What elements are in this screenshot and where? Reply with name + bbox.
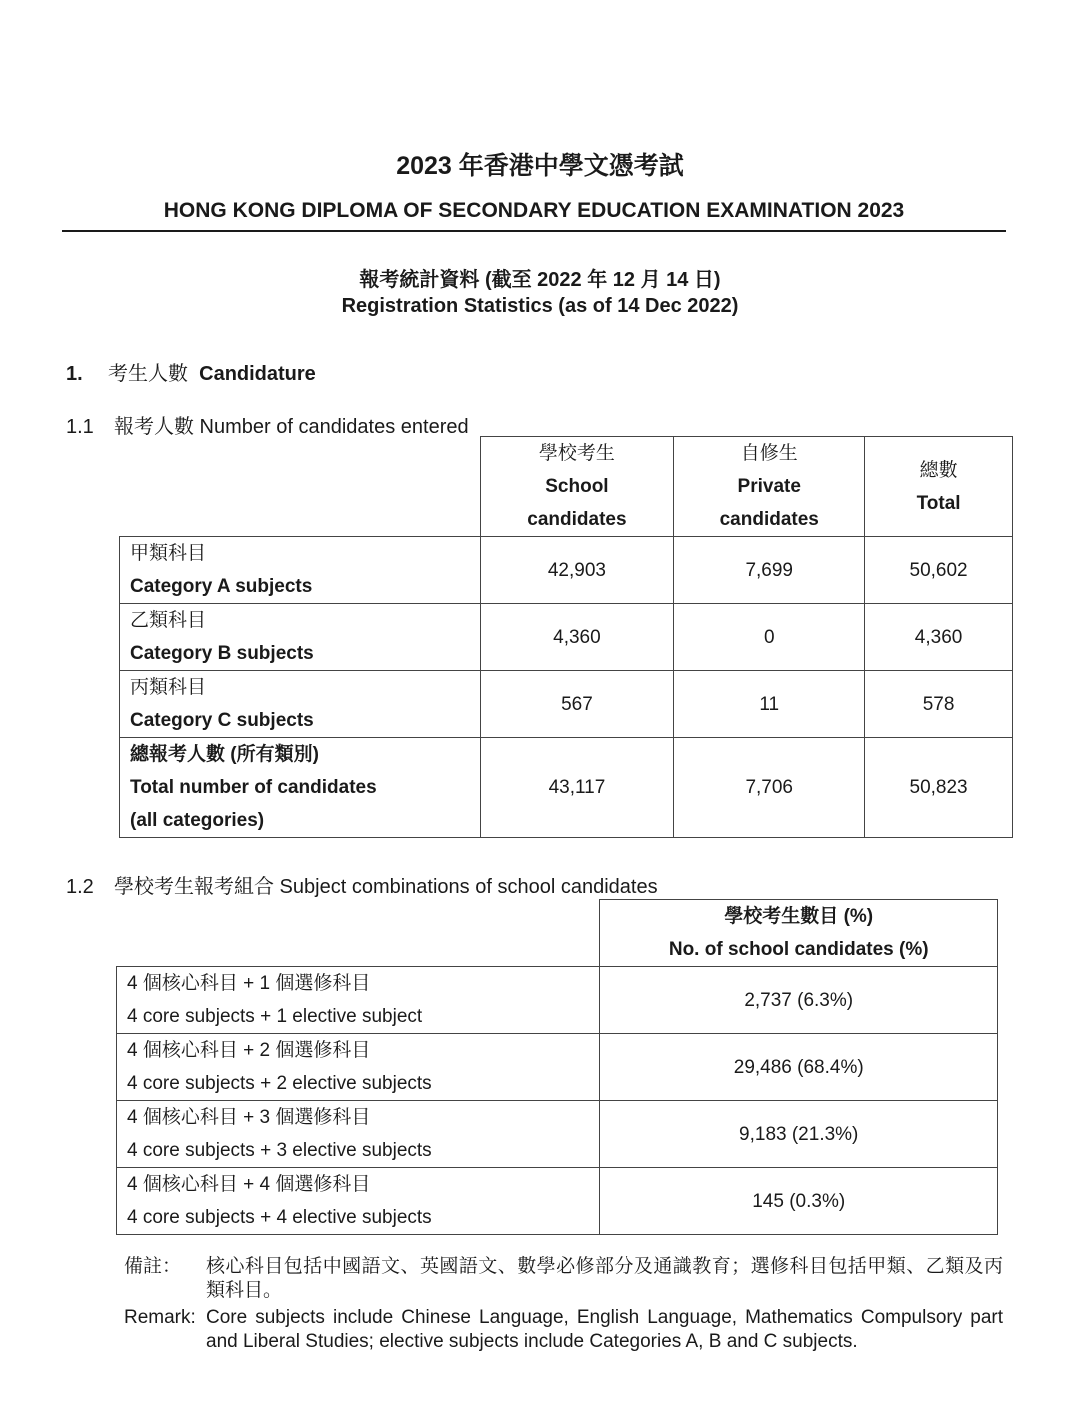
cell-private: 7,706 bbox=[674, 738, 865, 838]
subsection-title: 學校考生報考組合 Subject combinations of school candidates bbox=[114, 876, 658, 898]
row-label: 甲類科目 Category A subjects bbox=[120, 537, 481, 604]
header-blank-cell bbox=[117, 900, 600, 967]
remark-label-zh: 備註： bbox=[124, 1256, 182, 1277]
cell-count: 29,486 (68.4%) bbox=[600, 1034, 998, 1101]
table-row bbox=[120, 537, 1013, 604]
table-row bbox=[117, 967, 998, 1034]
cell-private: 7,699 bbox=[674, 537, 865, 604]
row-label: 總報考人數 (所有類別) Total number of candidates (all categories) bbox=[120, 738, 481, 838]
remark-zh bbox=[124, 1255, 1004, 1303]
column-header-private: 自修生 Private candidates bbox=[674, 437, 865, 537]
cell-count: 9,183 (21.3%) bbox=[600, 1101, 998, 1168]
subject-combinations-table bbox=[116, 899, 998, 1235]
cell-total: 4,360 bbox=[865, 604, 1013, 671]
column-header-count: 學校考生數目 (%) No. of school candidates (%) bbox=[600, 900, 998, 967]
cell-total: 50,823 bbox=[865, 738, 1013, 838]
section-1-1-heading bbox=[66, 410, 469, 439]
cell-count: 2,737 (6.3%) bbox=[600, 967, 998, 1034]
remark-text-zh: 核心科目包括中國語文、英國語文、數學必修部分及通識教育；選修科目包括甲類、乙類及丙類科目。 bbox=[206, 1256, 1003, 1301]
cell-private: 0 bbox=[674, 604, 865, 671]
row-label: 4 個核心科目 + 2 個選修科目 4 core subjects + 2 elective subjects bbox=[117, 1034, 600, 1101]
section-number: 1. bbox=[66, 363, 83, 385]
page-title-zh: 2023 年香港中學文憑考試 bbox=[396, 152, 684, 180]
cell-private: 11 bbox=[674, 671, 865, 738]
cell-school: 42,903 bbox=[480, 537, 674, 604]
table-header-row bbox=[117, 900, 998, 967]
table-row bbox=[120, 604, 1013, 671]
subsection-number: 1.1 bbox=[66, 416, 94, 438]
row-label: 丙類科目 Category C subjects bbox=[120, 671, 481, 738]
section-title-zh: 考生人數 bbox=[108, 363, 188, 385]
remark-text-en: Core subjects include Chinese Language, English Language, Mathematics Compulsory part and Liberal Studies; elective subjects include Categories A, B and C subjects. bbox=[206, 1307, 1003, 1352]
section-1-heading bbox=[66, 357, 316, 386]
cell-count: 145 (0.3%) bbox=[600, 1168, 998, 1235]
candidates-table bbox=[119, 436, 1013, 838]
header-blank-cell bbox=[120, 437, 481, 537]
table-header-row bbox=[120, 437, 1013, 537]
section-1-2-heading bbox=[66, 870, 658, 899]
table-row bbox=[117, 1101, 998, 1168]
row-label: 4 個核心科目 + 4 個選修科目 4 core subjects + 4 elective subjects bbox=[117, 1168, 600, 1235]
subtitle-zh: 報考統計資料 (截至 2022 年 12 月 14 日) bbox=[359, 269, 721, 291]
row-label: 4 個核心科目 + 1 個選修科目 4 core subjects + 1 elective subject bbox=[117, 967, 600, 1034]
subtitle-en: Registration Statistics (as of 14 Dec 2022) bbox=[341, 295, 739, 317]
table-row-total bbox=[120, 738, 1013, 838]
section-title-en: Candidature bbox=[199, 363, 316, 385]
table-row bbox=[117, 1168, 998, 1235]
remark-en bbox=[124, 1306, 1004, 1354]
cell-school: 567 bbox=[480, 671, 674, 738]
column-header-total: 總數 Total bbox=[865, 437, 1013, 537]
subsection-title: 報考人數 Number of candidates entered bbox=[114, 416, 469, 438]
column-header-school: 學校考生 School candidates bbox=[480, 437, 674, 537]
cell-total: 50,602 bbox=[865, 537, 1013, 604]
cell-school: 4,360 bbox=[480, 604, 674, 671]
cell-total: 578 bbox=[865, 671, 1013, 738]
page-title-en: HONG KONG DIPLOMA OF SECONDARY EDUCATION EXAMINATION 2023 bbox=[163, 199, 905, 222]
subsection-number: 1.2 bbox=[66, 876, 94, 898]
title-divider bbox=[62, 230, 1006, 232]
table-row bbox=[117, 1034, 998, 1101]
remark-label-en: Remark: bbox=[124, 1307, 196, 1328]
cell-school: 43,117 bbox=[480, 738, 674, 838]
row-label: 4 個核心科目 + 3 個選修科目 4 core subjects + 3 elective subjects bbox=[117, 1101, 600, 1168]
table-row bbox=[120, 671, 1013, 738]
row-label: 乙類科目 Category B subjects bbox=[120, 604, 481, 671]
